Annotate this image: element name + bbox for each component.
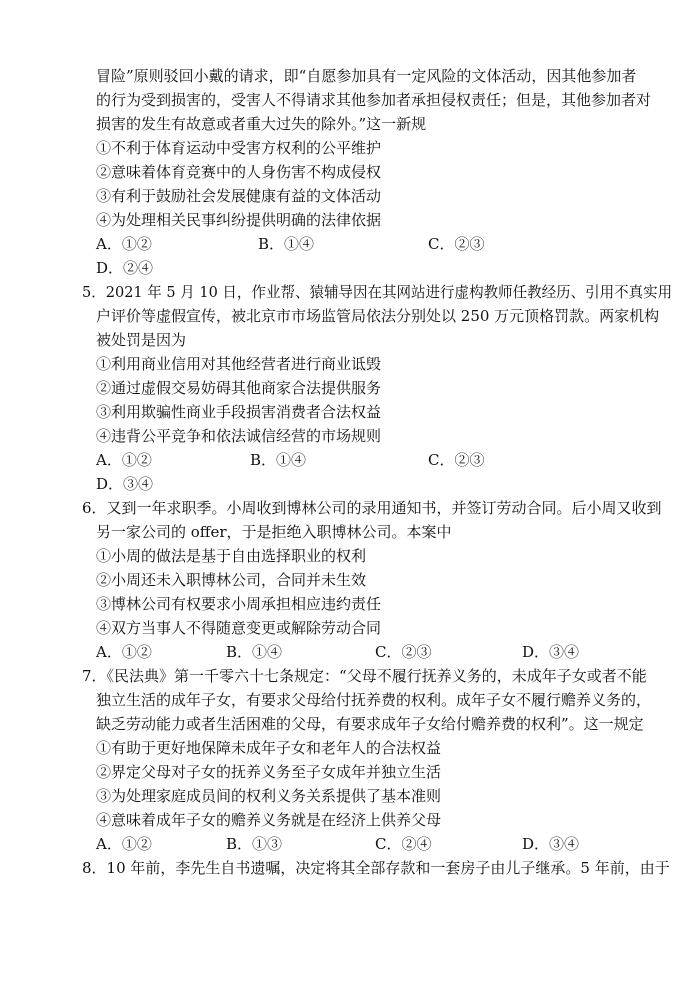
q5-stem-line-2: 户评价等虚假宣传，被北京市市场监管局依法分别处以 250 万元顶格罚款。两家机构	[96, 307, 660, 325]
q7-option-a: A．①②	[96, 835, 152, 853]
q7-stem-line-2: 独立生活的成年子女，有要求父母给付抚养费的权利。成年子女不履行赡养义务的，	[96, 691, 652, 709]
q6-option-c: C．②③	[375, 643, 432, 661]
q6-stem-line-2: 另一家公司的 offer，于是拒绝入职博林公司。本案中	[96, 523, 452, 541]
q5-option-b: B．①④	[250, 451, 307, 469]
q6-item-3: ③博林公司有权要求小周承担相应违约责任	[96, 595, 382, 613]
q4-option-a: A．①②	[96, 235, 152, 253]
q5-item-2: ②通过虚假交易妨碍其他商家合法提供服务	[96, 379, 382, 397]
q8-stem-line-1: 8．10 年前，李先生自书遗嘱，决定将其全部存款和一套房子由儿子继承。5 年前，由于	[82, 859, 670, 877]
q6-option-b: B．①④	[226, 643, 283, 661]
q7-item-1: ①有助于更好地保障未成年子女和老年人的合法权益	[96, 739, 442, 757]
q6-item-1: ①小周的做法是基于自由选择职业的权利	[96, 547, 367, 565]
q4-stem-line-2: 的行为受到损害的，受害人不得请求其他参加者承担侵权责任；但是，其他参加者对	[96, 91, 652, 109]
q4-option-b: B．①④	[258, 235, 315, 253]
q5-option-d: D．③④	[96, 475, 154, 493]
q6-stem-line-1: 6．又到一年求职季。小周收到博林公司的录用通知书，并签订劳动合同。后小周又收到	[82, 499, 662, 517]
q6-item-4: ④双方当事人不得随意变更或解除劳动合同	[96, 619, 382, 637]
q7-option-b: B．①③	[226, 835, 283, 853]
q4-item-4: ④为处理相关民事纠纷提供明确的法律依据	[96, 211, 382, 229]
q4-option-d: D．②④	[96, 259, 154, 277]
q7-item-4: ④意味着成年子女的赡养义务就是在经济上供养父母	[96, 811, 442, 829]
q5-item-3: ③利用欺骗性商业手段损害消费者合法权益	[96, 403, 382, 421]
q5-option-c: C．②③	[428, 451, 485, 469]
q7-item-3: ③为处理家庭成员间的权利义务关系提供了基本准则	[96, 787, 442, 805]
q7-option-c: C．②④	[375, 835, 432, 853]
q4-stem-line-1: 冒险”原则驳回小戴的请求，即“自愿参加具有一定风险的文体活动，因其他参加者	[96, 67, 637, 85]
q7-item-2: ②界定父母对子女的抚养义务至子女成年并独立生活	[96, 763, 442, 781]
q7-stem-line-1: 7．《民法典》第一千零六十七条规定：“父母不履行抚养义务的，未成年子女或者不能	[82, 667, 647, 685]
q4-item-2: ②意味着体育竞赛中的人身伤害不构成侵权	[96, 163, 382, 181]
q7-stem-line-3: 缺乏劳动能力或者生活困难的父母，有要求成年子女给付赡养费的权利”。这一规定	[96, 715, 644, 733]
q4-stem-line-3: 损害的发生有故意或者重大过失的除外。”这一新规	[96, 115, 427, 133]
q5-item-4: ④违背公平竞争和依法诚信经营的市场规则	[96, 427, 382, 445]
q4-option-c: C．②③	[428, 235, 485, 253]
q7-option-d: D．③④	[522, 835, 580, 853]
q4-item-3: ③有利于鼓励社会发展健康有益的文体活动	[96, 187, 382, 205]
q6-option-a: A．①②	[96, 643, 152, 661]
q6-item-2: ②小周还未入职博林公司，合同并未生效	[96, 571, 367, 589]
q4-item-1: ①不利于体育运动中受害方权利的公平维护	[96, 139, 382, 157]
q5-stem-line-3: 被处罚是因为	[96, 331, 187, 349]
q5-option-a: A．①②	[96, 451, 152, 469]
q6-option-d: D．③④	[522, 643, 580, 661]
q5-stem-line-1: 5．2021 年 5 月 10 日，作业帮、猿辅导因在其网站进行虚构教师任教经历、引用不真实用	[82, 283, 673, 301]
q5-item-1: ①利用商业信用对其他经营者进行商业诋毁	[96, 355, 382, 373]
